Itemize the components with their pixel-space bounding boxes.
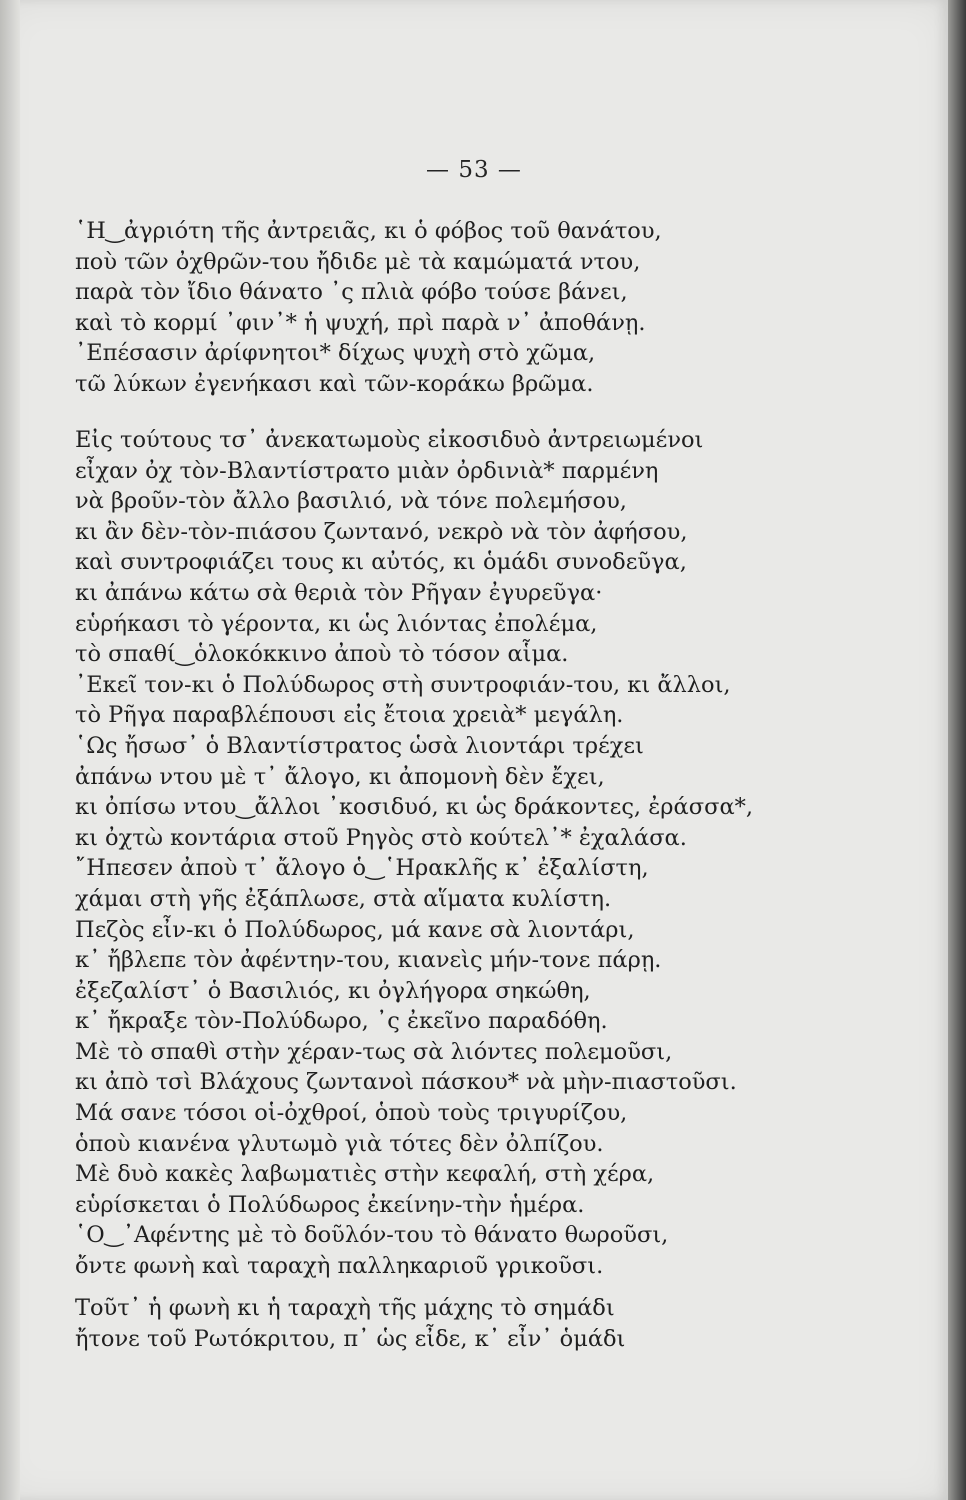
verse-line: εὑρίσκεται ὁ Πολύδωρος ἐκείνην-τὴν ἡμέρα. <box>75 1191 585 1218</box>
verse-line: κι ὀπίσω ντου‿ἄλλοι ᾽κοσιδυό, κι ὡς δράκοντες, ἐράσσα*, <box>75 794 754 821</box>
verse-line: κι ἂν δὲν-τὸν-πιάσου ζωντανό, νεκρὸ νὰ τὸν ἀφήσου, <box>75 518 688 545</box>
verse-line: τῶ λύκων ἐγενήκασι καὶ τῶν-κοράκω βρῶμα. <box>75 370 594 397</box>
verse-line: ποὺ τῶν ὀχθρῶν-του ἤδιδε μὲ τὰ καμώματά ντου, <box>75 248 641 275</box>
verse-line: κ᾽ ἤκραξε τὸν-Πολύδωρο, ᾽ς ἐκεῖνο παραδόθη. <box>75 1008 608 1035</box>
verse-line: Μὲ δυὸ κακὲς λαβωματιὲς στὴν κεφαλή, στὴ χέρα, <box>75 1161 655 1188</box>
verse-line: ῾Ο‿᾽Αφέντης μὲ τὸ δοῦλόν-του τὸ θάνατο θωροῦσι, <box>75 1222 669 1249</box>
verse-line: ἤτονε τοῦ Ρωτόκριτου, π᾽ ὡς εἶδε, κ᾽ εἶν᾽ ὁμάδι <box>75 1325 626 1352</box>
verse-line: Μὲ τὸ σπαθὶ στὴν χέραν-τως σὰ λιόντες πολεμοῦσι, <box>75 1038 673 1065</box>
verse-line: τὸ σπαθί‿ὁλοκόκκινο ἀποὺ τὸ τόσον αἷμα. <box>75 641 569 668</box>
verse-line: χάμαι στὴ γῆς ἐξάπλωσε, στὰ αἵματα κυλίστη. <box>75 885 612 912</box>
verse-line: ῾Η‿ἀγριότη τῆς ἀντρειᾶς, κι ὁ φόβος τοῦ θανάτου, <box>75 218 662 244</box>
verse-line: Μά σανε τόσοι οἱ-ὀχθροί, ὁποὺ τοὺς τριγυρίζου, <box>75 1100 628 1127</box>
verse-line: κ᾽ ἤβλεπε τὸν ἀφέντην-του, κιανεὶς μήν-τονε πάρῃ. <box>75 947 662 974</box>
stanza-1 <box>75 216 875 400</box>
page-number: — 53 — <box>426 157 522 183</box>
page-binding-shadow <box>0 0 20 1500</box>
verse-line: τὸ Ρῆγα παραβλέπουσι εἰς ἔτοια χρειὰ* μεγάλη. <box>75 702 624 729</box>
stanza-2 <box>75 425 875 1282</box>
verse-line: ὁποὺ κιανένα γλυτωμὸ γιὰ τότες δὲν ὀλπίζου. <box>75 1130 604 1157</box>
verse-line: κι ὀχτὼ κοντάρια στοῦ Ρηγὸς στὸ κούτελ᾽* ἐχαλάσα. <box>75 824 687 851</box>
verse-line: Τοῦτ᾽ ἡ φωνὴ κι ἡ ταραχὴ τῆς μάχης τὸ σημάδι <box>75 1295 615 1321</box>
verse-line: καὶ τὸ κορμί ᾽φιν᾽* ἡ ψυχή, πρὶ παρὰ ν᾽ ἀποθάνῃ. <box>75 309 646 336</box>
verse-line: ἀπάνω ντου μὲ τ᾽ ἄλογο, κι ἀπομονὴ δὲν ἔχει, <box>75 763 605 790</box>
verse-line: εἶχαν ὀχ τὸν-Βλαντίστρατο μιὰν ὀρδινιὰ* παρμένη <box>75 457 659 484</box>
stanza-3 <box>75 1293 875 1354</box>
verse-line: νὰ βροῦν-τὸν ἄλλο βασιλιό, νὰ τόνε πολεμήσου, <box>75 488 627 515</box>
verse-line: ὄντε φωνὴ καὶ ταραχὴ παλληκαριοῦ γρικοῦσι. <box>75 1253 604 1280</box>
verse-line: κι ἀπὸ τσὶ Βλάχους ζωντανοὶ πάσκου* νὰ μὴν-πιαστοῦσι. <box>75 1069 737 1096</box>
page-edge-shadow <box>948 0 966 1500</box>
verse-line: ἐξεζαλίστ᾽ ὁ Βασιλιός, κι ὀγλήγορα σηκώθη, <box>75 977 591 1004</box>
verse-line: Πεζὸς εἶν-κι ὁ Πολύδωρος, μά κανε σὰ λιοντάρι, <box>75 916 635 943</box>
verse-line: Εἰς τούτους τσ᾽ ἀνεκατωμοὺς εἰκοσιδυὸ ἀντρειωμένοι <box>75 427 704 453</box>
verse-line: καὶ συντροφιάζει τους κι αὐτός, κι ὁμάδι συνοδεῦγα, <box>75 549 687 576</box>
verse-line: ῾Ως ἤσωσ᾽ ὁ Βλαντίστρατος ὡσὰ λιοντάρι τρέχει <box>75 732 644 759</box>
verse-line: εὑρήκασι τὸ γέροντα, κι ὡς λιόντας ἐπολέμα, <box>75 610 598 637</box>
verse-line: ᾽Επέσασιν ἀρίφνητοι* δίχως ψυχὴ στὸ χῶμα, <box>75 340 596 367</box>
verse-line: ᾽Εκεῖ τον-κι ὁ Πολύδωρος στὴ συντροφιάν-του, κι ἄλλοι, <box>75 671 731 698</box>
verse-line: κι ἀπάνω κάτω σὰ θεριὰ τὸν Ρῆγαν ἐγυρεῦγα· <box>75 579 603 606</box>
verse-line: ῎Ηπεσεν ἀποὺ τ᾽ ἄλογο ὁ‿῾Ηρακλῆς κ᾽ ἐξαλίστη, <box>75 855 649 882</box>
verse-line: παρὰ τὸν ἴδιο θάνατο ᾽ς πλιὰ φόβο τούσε βάνει, <box>75 279 628 306</box>
